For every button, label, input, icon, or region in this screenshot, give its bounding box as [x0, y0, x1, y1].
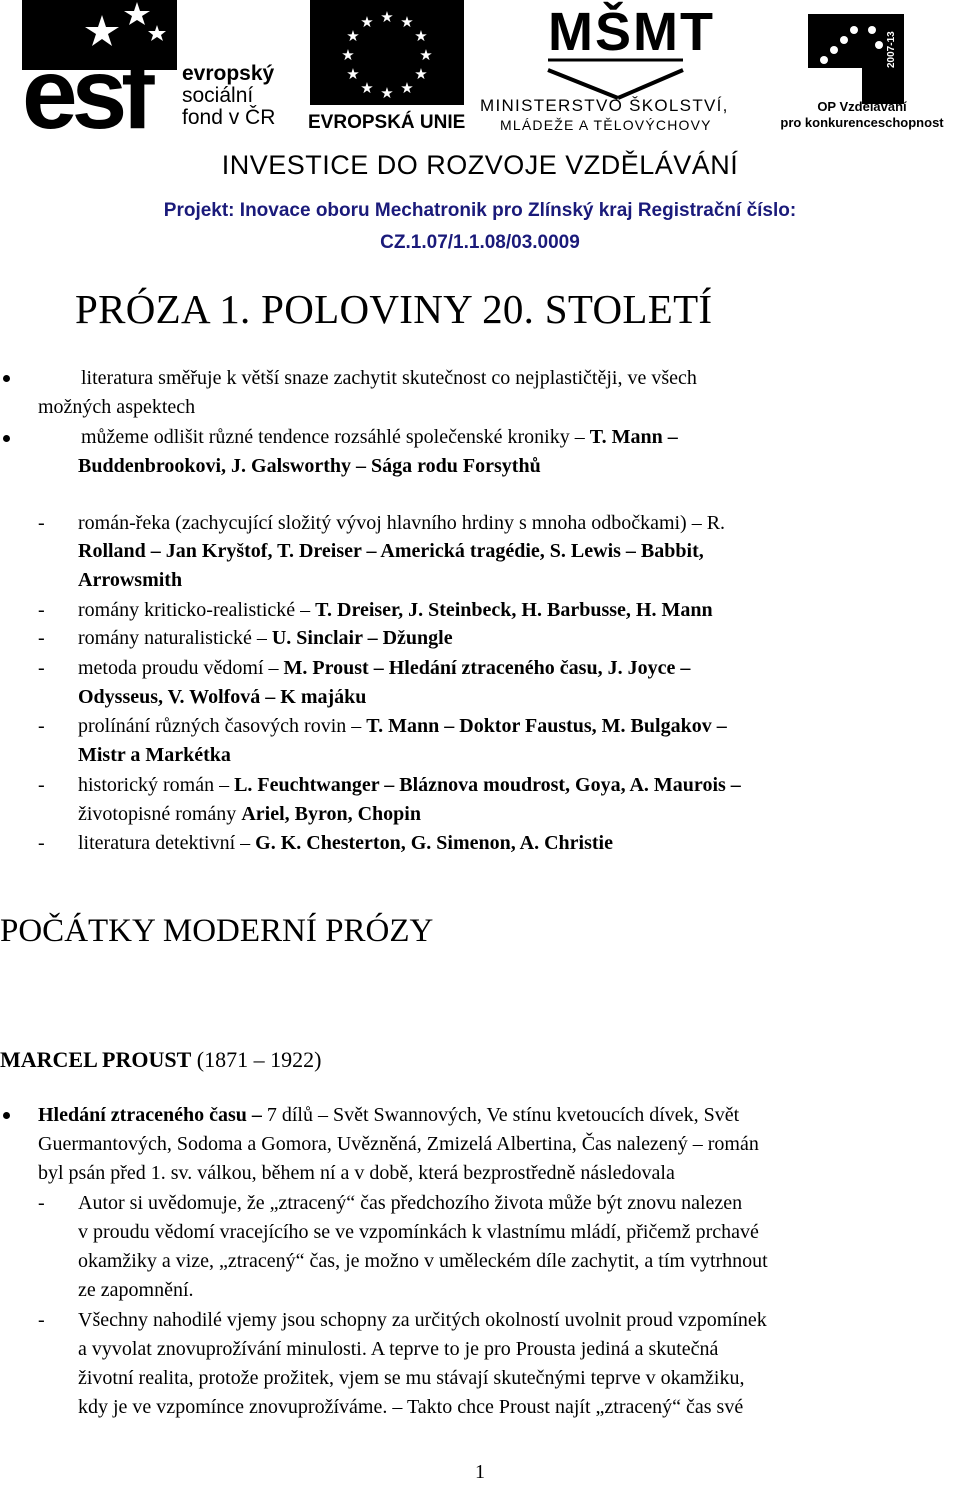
dash-marker: -: [38, 715, 45, 737]
intro-bullet-1-line-2: možných aspektech: [38, 396, 196, 418]
svg-text:OP Vzdělávání: OP Vzdělávání: [817, 99, 907, 114]
list-item-roman-reka-cont: Rolland – Jan Kryštof, T. Dreiser – Americká tragédie, S. Lewis – Babbit,: [78, 540, 704, 562]
bullet-marker: [3, 1112, 10, 1119]
proust-works-line-3: byl psán před 1. sv. válkou, během ní a v době, která bezprostředně následovala: [38, 1162, 675, 1184]
list-item-roman-reka-cont2: Arrowsmith: [78, 569, 183, 591]
text-bold: T. Mann – Doktor Faustus, M. Bulgakov –: [366, 715, 727, 737]
intro-bullet-2-line-1: [81, 427, 678, 447]
text-plain: metoda proudu vědomí –: [78, 657, 284, 679]
esf-logo: [22, 0, 302, 135]
proust-point-2-line-3: životní realita, protože prožitek, vjem se mu stávají skutečnými teprve v okamžiku,: [78, 1367, 745, 1389]
list-item-casove-roviny: [78, 716, 727, 736]
list-item-naturalisticke: [78, 628, 453, 648]
text-bold: T. Mann –: [589, 426, 678, 448]
svg-text:MLÁDEŽE A TĚLOVÝCHOVY: MLÁDEŽE A TĚLOVÝCHOVY: [500, 117, 712, 133]
logo-strip: [0, 0, 960, 140]
page-number: 1: [475, 1461, 485, 1483]
proust-point-1-line-2: v proudu vědomí vracejícího se ve vzpomínkách k vlastnímu mládí, přičemž prchavé: [78, 1221, 759, 1243]
dash-marker: -: [38, 774, 45, 796]
list-item-detektivni: [78, 833, 613, 853]
svg-text:★: ★: [360, 79, 374, 97]
text-bold: U. Sinclair – Džungle: [271, 627, 453, 649]
dash-marker: -: [38, 627, 45, 649]
svg-text:esf: esf: [22, 38, 149, 135]
op-vzdelavani-logo: [764, 0, 960, 135]
section-heading-pocatky: POČÁTKY MODERNÍ PRÓZY: [0, 913, 434, 949]
proust-point-2-line-4: kdy je ve vzpomínce znovuprožíváme. – Takto chce Proust najít „ztracený“ čas své: [78, 1396, 744, 1418]
text-plain: romány naturalistické –: [78, 627, 272, 649]
text-bold: M. Proust – Hledání ztraceného času, J. Joyce –: [283, 657, 691, 679]
text-plain: historický román –: [78, 774, 235, 796]
text-plain: prolínání různých časových rovin –: [78, 715, 367, 737]
author-heading: [0, 1047, 321, 1073]
text-bold: L. Feuchtwanger – Bláznova moudrost, Goya, A. Maurois –: [234, 774, 741, 796]
intro-bullet-2-line-2: Buddenbrookovi, J. Galsworthy – Sága rodu Forsythů: [78, 455, 541, 477]
svg-text:★: ★: [360, 13, 374, 31]
svg-text:fond v ČR: fond v ČR: [182, 106, 276, 129]
page-title: PRÓZA 1. POLOVINY 20. STOLETÍ: [75, 286, 713, 332]
svg-text:EVROPSKÁ UNIE: EVROPSKÁ UNIE: [308, 112, 466, 133]
list-item-casove-roviny-cont: Mistr a Markétka: [78, 744, 231, 766]
dash-marker: -: [38, 1192, 45, 1214]
svg-text:★: ★: [414, 27, 428, 45]
text-plain: životopisné romány: [78, 803, 242, 825]
svg-text:sociální: sociální: [182, 84, 254, 107]
msmt-logo: [478, 0, 763, 135]
dash-marker: -: [38, 1309, 45, 1331]
author-years: (1871 – 1922): [191, 1047, 322, 1072]
svg-text:★: ★: [346, 27, 360, 45]
text-bold: Hledání ztraceného času –: [38, 1104, 262, 1126]
proust-point-1-line-3: okamžiky a vize, „ztracený“ čas, je možno v uměleckém díle zachytit, a tím vytrhnout: [78, 1250, 768, 1272]
proust-point-2-line-2: a vyvolat znovuprožívání minulosti. A teprve to je pro Prousta jediná a skutečná: [78, 1338, 719, 1360]
text-plain: literatura detektivní –: [78, 832, 256, 854]
list-item-historicky-roman-cont: [78, 804, 421, 824]
list-item-kriticko-realisticke: [78, 600, 713, 620]
proust-works-line-2: Guermantových, Sodoma a Gomora, Uvězněná, Zmizelá Albertina, Čas nalezený – román: [38, 1133, 759, 1155]
svg-text:evropský: evropský: [182, 62, 275, 85]
svg-text:★: ★: [400, 79, 414, 97]
dash-marker: -: [38, 599, 45, 621]
proust-point-1-line-1: Autor si uvědomuje, že „ztracený“ čas předchozího života může být znovu nalezen: [78, 1192, 743, 1214]
intro-bullet-1-line-1: literatura směřuje k větší snaze zachytit skutečnost co nejplastičtěji, ve všech: [81, 367, 697, 389]
svg-text:MINISTERSTVO ŠKOLSTVÍ,: MINISTERSTVO ŠKOLSTVÍ,: [480, 96, 729, 115]
svg-text:★: ★: [380, 84, 394, 102]
text-bold: G. K. Chesterton, G. Simenon, A. Christie: [255, 832, 613, 854]
proust-point-1-line-4: ze zapomnění.: [78, 1279, 194, 1301]
svg-text:★: ★: [346, 65, 360, 83]
dash-marker: -: [38, 657, 45, 679]
project-line-1: Projekt: Inovace oboru Mechatronik pro Zlínský kraj Registrační číslo:: [163, 200, 797, 221]
proust-works-line-1: [38, 1105, 739, 1125]
text-plain: romány kriticko-realistické –: [78, 599, 316, 621]
svg-text:MŠMT: MŠMT: [548, 2, 715, 62]
text-plain: můžeme odlišit různé tendence rozsáhlé společenské kroniky –: [81, 426, 590, 448]
bullet-marker: [3, 375, 10, 382]
list-item-historicky-roman: [78, 775, 741, 795]
text-plain: 7 dílů – Svět Swannových, Ve stínu kvetoucích dívek, Svět: [261, 1104, 740, 1126]
svg-text:pro konkurenceschopnost: pro konkurenceschopnost: [780, 115, 944, 130]
list-item-proud-vedomi: [78, 658, 690, 678]
proust-point-2-line-1: Všechny nahodilé vjemy jsou schopny za určitých okolností uvolnit proud vzpomínek: [78, 1309, 767, 1331]
investice-heading: INVESTICE DO ROZVOJE VZDĚLÁVÁNÍ: [221, 150, 739, 180]
text-bold: Ariel, Byron, Chopin: [241, 803, 421, 825]
text-bold: T. Dreiser, J. Steinbeck, H. Barbusse, H. Mann: [315, 599, 713, 621]
list-item-roman-reka: román-řeka (zachycující složitý vývoj hlavního hrdiny s mnoha odbočkami) – R.: [78, 512, 726, 534]
dash-marker: -: [38, 512, 45, 534]
bullet-marker: [3, 435, 10, 442]
author-name: MARCEL PROUST: [0, 1047, 192, 1072]
svg-text:★: ★: [400, 13, 414, 31]
project-registration-number: CZ.1.07/1.1.08/03.0009: [380, 232, 580, 253]
svg-text:2007-13: 2007-13: [886, 31, 897, 68]
svg-text:★: ★: [380, 8, 394, 26]
dash-marker: -: [38, 832, 45, 854]
svg-text:★: ★: [341, 46, 355, 64]
svg-text:★: ★: [419, 46, 433, 64]
svg-text:★: ★: [414, 65, 428, 83]
eu-flag-logo: [308, 0, 468, 135]
list-item-proud-vedomi-cont: Odysseus, V. Wolfová – K majáku: [78, 686, 367, 708]
